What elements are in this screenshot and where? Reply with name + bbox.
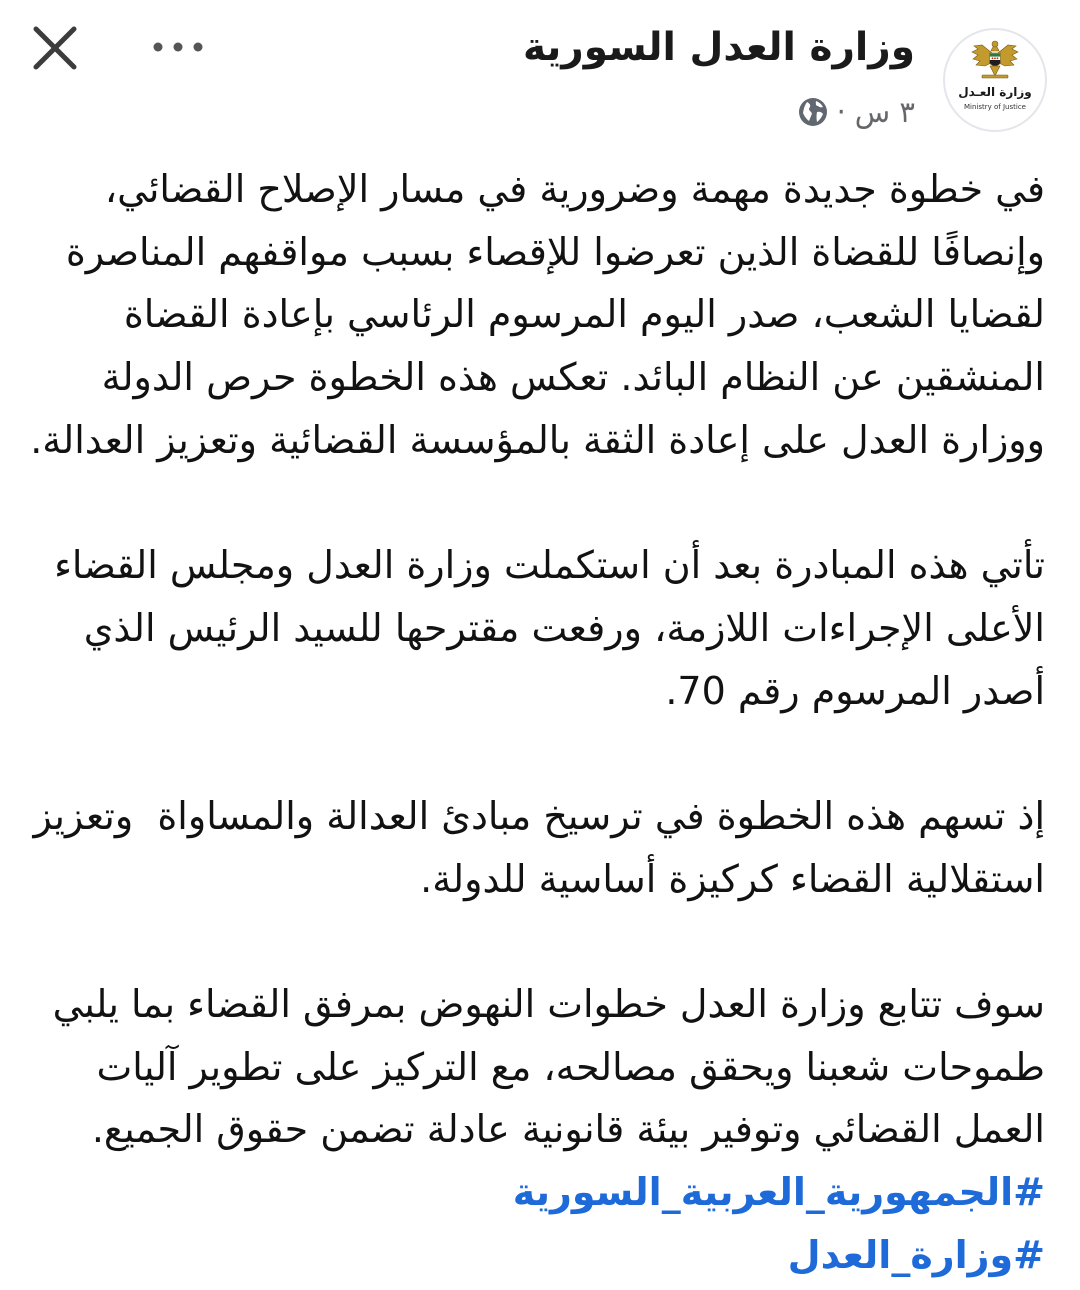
text-line: إذ تسهم هذه الخطوة في ترسيخ مبادئ العدالة والمساواة وتعزيز (33, 793, 1045, 838)
page-name[interactable]: وزارة العدل السورية (523, 25, 915, 70)
text-line: المنشقين عن النظام البائد. تعكس هذه الخطوة حرص الدولة (101, 355, 1045, 400)
paragraph-4 (30, 973, 1045, 1161)
eagle-emblem-icon (945, 30, 1045, 130)
text-line: لقضايا الشعب، صدر اليوم المرسوم الرئاسي بإعادة القضاة (123, 292, 1045, 337)
text-line: العمل القضائي وتوفير بيئة قانونية عادلة تضمن حقوق الجميع. (91, 1107, 1045, 1152)
more-options-button[interactable] (148, 32, 208, 62)
text-line: سوف تتابع وزارة العدل خطوات النهوض بمرفق القضاء بما يلبي (52, 981, 1045, 1026)
text-line: ووزارة العدل على إعادة الثقة بالمؤسسة القضائية وتعزيز العدالة. (30, 417, 1045, 462)
logo-text-arabic: وزارة العـدل (958, 85, 1032, 99)
globe-icon (798, 97, 828, 127)
close-button[interactable] (30, 23, 80, 73)
text-line: في خطوة جديدة مهمة وضرورية في مسار الإصلاح القضائي، (104, 167, 1045, 211)
text-line: استقلالية القضاء كركيزة أساسية للدولة. (420, 856, 1045, 901)
post-meta (798, 94, 915, 130)
logo-text-english: Ministry of Justice (964, 103, 1026, 111)
close-icon (30, 23, 80, 73)
text-line: أصدر المرسوم رقم 70. (665, 668, 1045, 713)
text-line: الأعلى الإجراءات اللازمة، ورفعت مقترحها للسيد الرئيس الذي (83, 605, 1045, 650)
text-line: تأتي هذه المبادرة بعد أن استكملت وزارة العدل ومجلس القضاء (54, 543, 1045, 588)
text-line: طموحات شعبنا ويحقق مصالحه، مع التركيز على تطوير آليات (96, 1044, 1045, 1089)
text-line: وإنصافًا للقضاة الذين تعرضوا للإقصاء بسبب مواقفهم المناصرة (65, 229, 1045, 274)
paragraph-2 (30, 534, 1045, 722)
hashtag-link[interactable]: #وزارة_العدل (787, 1232, 1045, 1277)
hashtag-link[interactable]: #الجمهورية_العربية_السورية (512, 1170, 1045, 1214)
page-avatar[interactable] (943, 28, 1047, 132)
paragraph-3 (30, 785, 1045, 910)
post-body (30, 158, 1045, 1286)
meta-separator: · (836, 95, 846, 129)
paragraph-1 (30, 158, 1045, 471)
post-time[interactable]: ٣ س (854, 95, 915, 129)
more-horizontal-icon (148, 39, 208, 55)
